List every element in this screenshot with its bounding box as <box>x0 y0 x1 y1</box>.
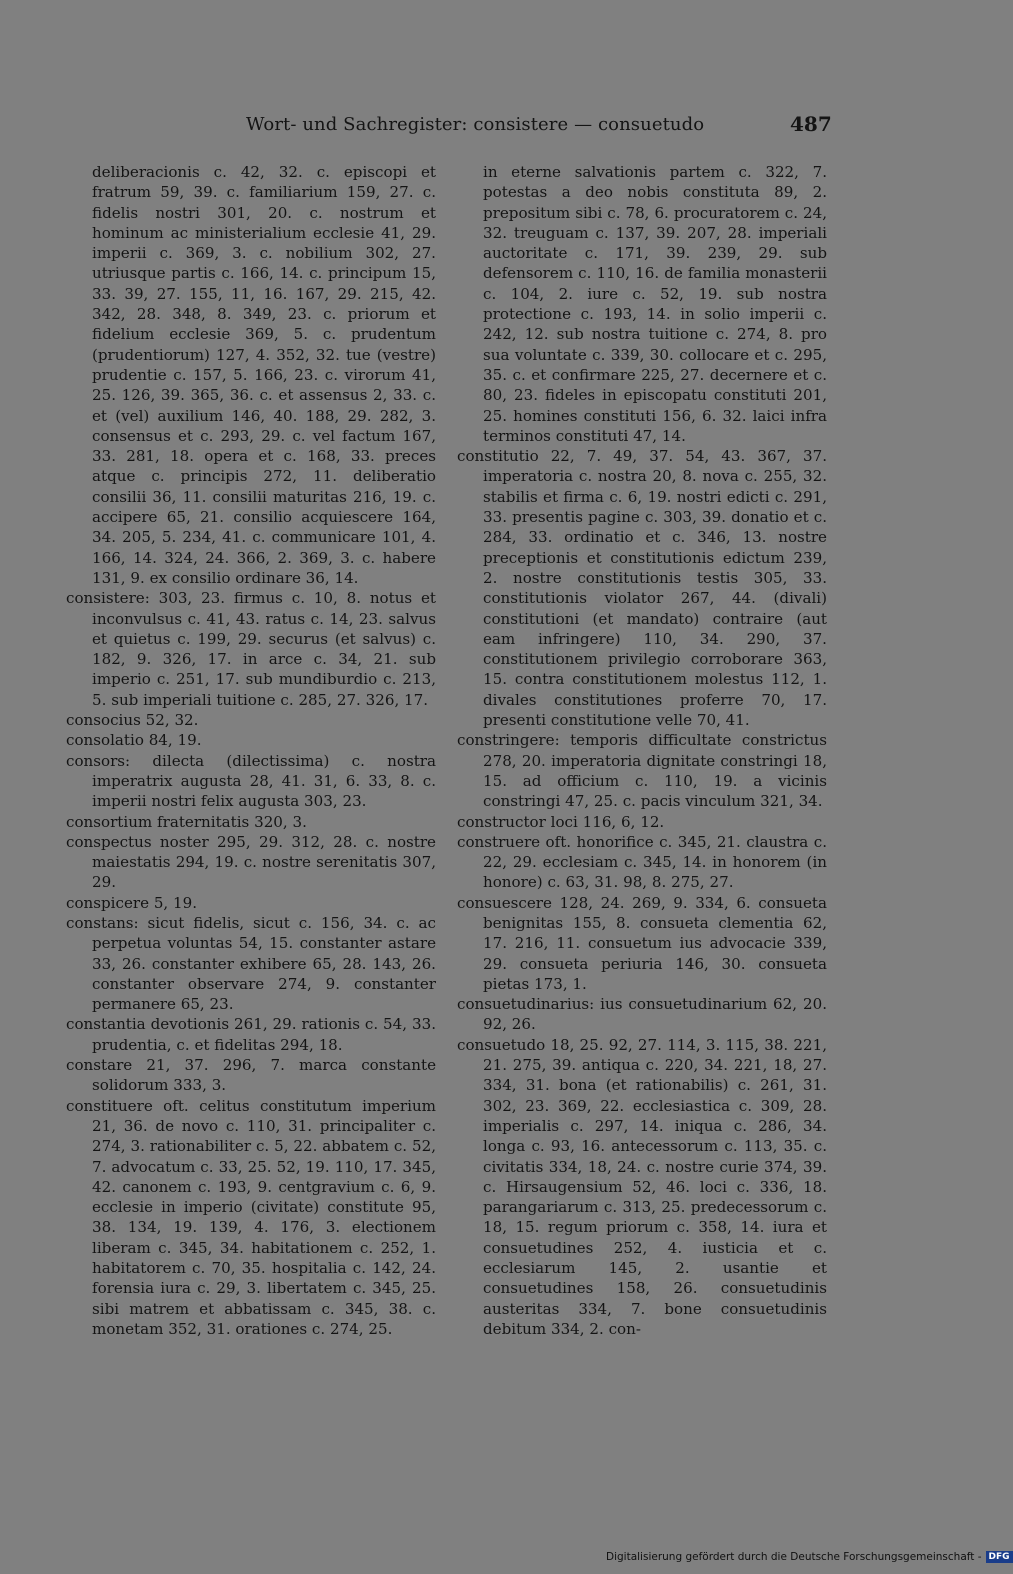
right-column <box>457 162 827 1339</box>
index-entry: construere oft. honorifice c. 345, 21. claustra c. 22, 29. ecclesiam c. 345, 14. in honorem (in honore) c. 63, 31. 98, 8. 275, 27. <box>457 832 827 892</box>
index-entry: constituere oft. celitus constitutum imperium 21, 36. de novo c. 110, 31. principaliter c. 274, 3. rationabiliter c. 5, 22. abbatem c. 52, 7. advocatum c. 33, 25. 52, 19. 110, 17. 345, 42. canonem c. 193, 9. centgravium c. 6, 9. ecclesie in imperio (civitate) constitute 95, 38. 134, 19. 139, 4. 176, 3. electionem liberam c. 345, 34. habitationem c. 252, 1. habitatorem c. 70, 35. hospitalia c. 142, 24. forensia iura c. 29, 3. libertatem c. 345, 25. sibi matrem et abbatissam c. 345, 38. c. monetam 352, 31. orationes c. 274, 25. <box>66 1096 436 1338</box>
index-entry: constitutio 22, 7. 49, 37. 54, 43. 367, 37. imperatoria c. nostra 20, 8. nova c. 255, 32. stabilis et firma c. 6, 19. nostri edicti c. 291, 33. presentis pagine c. 303, 39. donatio et c. 284, 33. ordinatio et c. 346, 13. nostre preceptionis et constitutionis edictum 239, 2. nostre constitutionis testis 305, 33. constitutionis violator 267, 44. (divali) constitutioni (et mandato) contraire (aut eam infringere) 110, 34. 290, 37. constitutionem privilegio corroborare 363, 15. contra constitutionem molestus 112, 1. divales constitutiones proferre 70, 17. presenti constitutione velle 70, 41. <box>457 447 827 730</box>
page-number: 487 <box>790 112 832 136</box>
index-entry: conspectus noster 295, 29. 312, 28. c. nostre maiestatis 294, 19. c. nostre serenitatis 307, 29. <box>66 832 436 892</box>
index-entry: constructor loci 116, 6, 12. <box>457 812 665 831</box>
index-entry: constantia devotionis 261, 29. rationis c. 54, 33. prudentia, c. et fidelitas 294, 18. <box>66 1015 436 1054</box>
index-entry: constans: sicut fidelis, sicut c. 156, 34. c. ac perpetua voluntas 54, 15. constanter astare 33, 26. constanter exhibere 65, 28. 143, 26. constanter observare 274, 9. constanter permanere 65, 23. <box>66 913 436 1014</box>
index-entry: in eterne salvationis partem c. 322, 7. potestas a deo nobis constituta 89, 2. prepositum sibi c. 78, 6. procuratorem c. 24, 32. treuguam c. 137, 39. 207, 28. imperiali auctoritate c. 171, 39. 239, 29. sub defensorem c. 110, 16. de familia monasterii c. 104, 2. iure c. 52, 19. sub nostra protectione c. 193, 14. in solio imperii c. 242, 12. sub nostra tuitione c. 274, 8. pro sua voluntate c. 339, 30. collocare et c. 295, 35. c. et confirmare 225, 27. decernere et c. 80, 23. fideles in episcopatu constituti 201, 25. homines constituti 156, 6. 32. laici infra terminos constituti 47, 14. <box>483 163 827 445</box>
header-title: Wort- und Sachregister: consistere — consuetudo <box>246 114 705 135</box>
index-entry: consors: dilecta (dilectissima) c. nostra imperatrix augusta 28, 41. 31, 6. 33, 8. c. imperii nostri felix augusta 303, 23. <box>66 751 436 811</box>
index-entry: constringere: temporis difficultate constrictus 278, 20. imperatoria dignitate constringi 18, 15. ad officium c. 110, 19. a vicinis constringi 47, 25. c. pacis vinculum 321, 34. <box>457 731 827 811</box>
index-entry: consistere: 303, 23. firmus c. 10, 8. notus et inconvulsus c. 41, 43. ratus c. 14, 23. salvus et quietus c. 199, 29. securus (et salvus) c. 182, 9. 326, 17. in arce c. 34, 21. sub imperio c. 251, 17. sub mundiburdio c. 213, 5. sub imperiali tuitione c. 285, 27. 326, 17. <box>66 589 436 709</box>
dfg-logo: DFG <box>986 1551 1013 1563</box>
footer-text: Digitalisierung gefördert durch die Deutsche Forschungsgemeinschaft - <box>606 1551 982 1563</box>
index-entry: consolatio 84, 19. <box>66 731 202 750</box>
index-entry: consortium fraternitatis 320, 3. <box>66 812 307 831</box>
index-entry: consuescere 128, 24. 269, 9. 334, 6. consueta benignitas 155, 8. consueta clementia 62, 17. 216, 11. consuetum ius advocacie 339, 29. consueta periuria 146, 30. consueta pietas 173, 1. <box>457 893 827 993</box>
index-entry: conspicere 5, 19. <box>66 893 198 912</box>
index-entry: consocius 52, 32. <box>66 711 199 730</box>
index-entry: consuetudo 18, 25. 92, 27. 114, 3. 115, 38. 221, 21. 275, 39. antiqua c. 220, 34. 221, 18, 27. 334, 31. bona (et rationabilis) c. 261, 31. 302, 23. 369, 22. ecclesiastica c. 309, 28. imperialis c. 297, 14. iniqua c. 286, 34. longa c. 93, 16. antecessorum c. 113, 35. c. civitatis 334, 18, 24. c. nostre curie 374, 39. c. Hirsaugensium 52, 46. loci c. 336, 18. parangariarum c. 313, 25. predecessorum c. 18, 15. regum priorum c. 358, 14. iura et consuetudines 252, 4. iusticia et c. ecclesiarum 145, 2. usantie et consuetudines 158, 26. consuetudinis austeritas 334, 7. bone consuetudinis debitum 334, 2. con- <box>457 1035 827 1338</box>
index-entry: constare 21, 37. 296, 7. marca constante solidorum 333, 3. <box>66 1056 436 1095</box>
index-entry: deliberacionis c. 42, 32. c. episcopi et fratrum 59, 39. c. familiarium 159, 27. c. fidelis nostri 301, 20. c. nostrum et hominum ac ministerialium ecclesie 41, 29. imperii c. 369, 3. c. nobilium 302, 27. utriusque partis c. 166, 14. c. principum 15, 33. 39, 27. 155, 11, 16. 167, 29. 215, 42. 342, 28. 348, 8. 349, 23. c. priorum et fidelium ecclesie 369, 5. c. prudentum (prudentiorum) 127, 4. 352, 32. tue (vestre) prudentie c. 157, 5. 166, 23. c. virorum 41, 25. 126, 39. 365, 36. c. et assensus 2, 33. c. et (vel) auxilium 146, 40. 188, 29. 282, 3. consensus et c. 293, 29. c. vel factum 167, 33. 281, 18. opera et c. 168, 33. preces atque c. principis 272, 11. deliberatio consilii 36, 11. consilii maturitas 216, 19. c. accipere 65, 21. consilio acquiescere 164, 34. 205, 5. 234, 41. c. communicare 101, 4. 166, 14. 324, 24. 366, 2. 369, 3. c. habere 131, 9. ex consilio ordinare 36, 14. <box>92 163 436 587</box>
left-column <box>66 162 436 1339</box>
index-entry: consuetudinarius: ius consuetudinarium 62, 20. 92, 26. <box>457 995 827 1034</box>
digitization-footer <box>606 1551 1013 1563</box>
